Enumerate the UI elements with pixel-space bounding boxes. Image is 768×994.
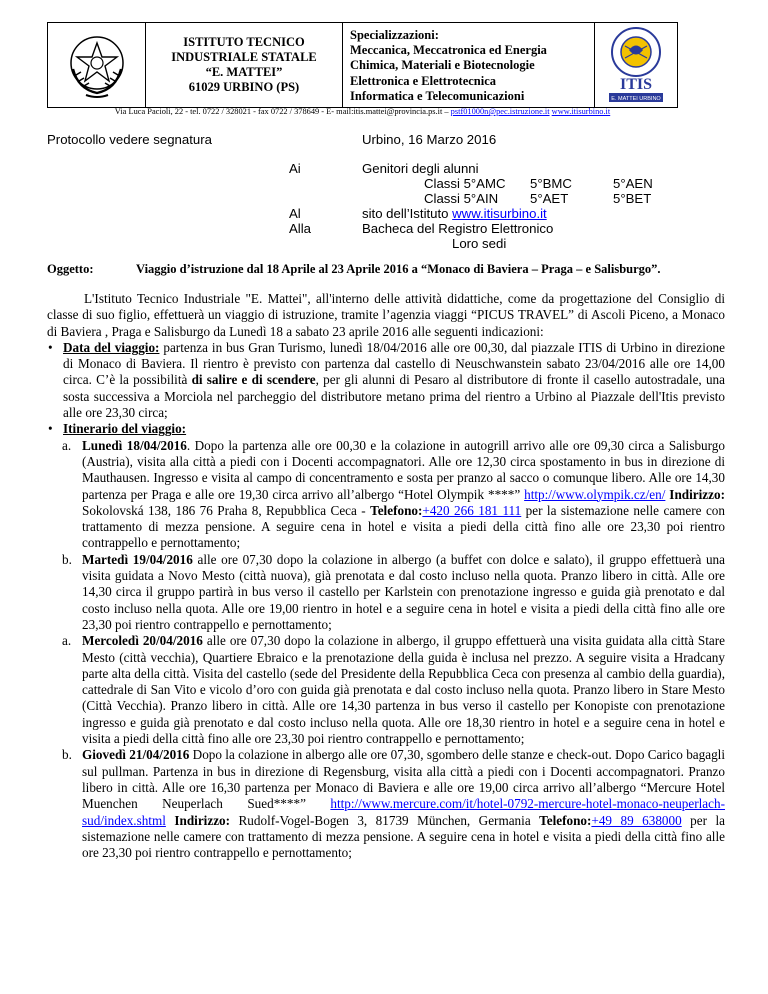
itinerary-day-1: a. Lunedì 18/04/2016. Dopo la partenza alle ore 00,30 e la colazione in autogrill arrivo alle ore 09,30 circa a Salisburgo (Austria), visita alla città a piedi con i Docenti accompagnatori. Alle ore 12,30 circa spostamento in bus in direzione di Mauthausen. Ingresso e visita al campo di concentramento e sosta per pranzo al sacco o comunque libero. Alle ore 14,30 partenza per Praga e alle ore 19,30 circa arrivo all’albergo “Hotel Olympik ****” http://www.olympik.cz/en/ Indirizzo: Sokolovská 138, 186 76 Praha 8, Repubblica Ceca - Telefono:+420 266 181 111 per la sistemazione nelle camere con trattamento di mezza pensione. A seguire cena in hotel e visita a piedi della città fino alle ore 23,30 poi rientro contrappello e pernottamento; [62, 437, 725, 551]
itis-logo-icon [603, 26, 669, 104]
recipient-website: sito dell’Istituto www.itisurbino.it [362, 206, 547, 221]
recipient-website-link[interactable]: www.itisurbino.it [452, 206, 547, 221]
recipient-classes-a: Classi 5°AMC [424, 176, 506, 191]
letter-date: Urbino, 16 Marzo 2016 [362, 132, 497, 147]
specializations: Specializzazioni: Meccanica, Meccatronica ed Energia Chimica, Materiali e Biotecnologie Elettronica e Elettrotecnica Informatica e Telecomunicazioni [343, 23, 595, 107]
protocol-note: Protocollo vedere segnatura [47, 132, 212, 147]
recipient-register: Bacheca del Registro Elettronico [362, 221, 554, 236]
recipient-closing: Loro sedi [452, 236, 507, 251]
recipient-parents: Genitori degli alunni [362, 161, 479, 176]
pec-email-link[interactable]: pstf01000n@pec.istruzione.it [450, 107, 550, 116]
republic-emblem-icon [64, 29, 130, 101]
recipient-class-bet: 5°BET [613, 191, 652, 206]
hotel-mercure-link[interactable]: http://www.mercure.com/it/hotel-0792-mercure-hotel-monaco-neuperlach-sud/index.shtml [82, 796, 725, 828]
school-name: ISTITUTO TECNICO INDUSTRIALE STATALE “E. MATTEI” 61029 URBINO (PS) [146, 23, 343, 107]
bullet-itinerary [47, 421, 725, 437]
letterhead [47, 22, 678, 108]
recipient-prefix-ai: Ai [289, 161, 301, 176]
itinerary-day-2: b. Martedì 19/04/2016 alle ore 07,30 dopo la colazione in albergo (a buffet con dolce e salato), il gruppo effettuerà una visita guidata a Novo Mesto (città nuova), già prenotata e dal costo incluso nella quota. Pranzo libero in città. Alle ore 14,30 circa il gruppo partirà in bus verso il castello per Karlstein con prenotazione ingresso e guida già prenotato e dal costo incluso nella quota. Alle ore 19,00 rientro in hotel e a seguire cena in hotel e visita a piedi della città fino alle ore 23,30 poi rientro contrappello e pernottamento; [62, 551, 725, 632]
bullet-icon: • [48, 421, 53, 437]
school-address: Via Luca Pacioli, 22 - tel. 0722 / 328021 - fax 0722 / 378649 - E- mail:itis.mattei@provincia.ps.it – pstf01000n@pec.istruzione.it www.itisurbino.it [114, 107, 611, 116]
republic-emblem [48, 23, 146, 107]
recipient-prefix-al: Al [289, 206, 301, 221]
hotel-olympik-link[interactable]: http://www.olympik.cz/en/ [524, 486, 666, 502]
subject-text: Viaggio d’istruzione dal 18 Aprile al 23 Aprile 2016 a “Monaco di Baviera – Praga – e Salisburgo”. [136, 262, 661, 276]
itis-logo-subtitle: E. MATTEI URBINO [611, 96, 661, 102]
recipient-prefix-alla: Alla [289, 221, 311, 236]
hotel-olympik-phone-link[interactable]: +420 266 181 111 [422, 502, 522, 518]
recipient-classes-b: Classi 5°AIN [424, 191, 499, 206]
bullet-icon: • [48, 339, 53, 355]
itinerary-day-4: b. Giovedì 21/04/2016 Dopo la colazione in albergo alle ore 07,30, sgombero delle stanze e check-out. Dopo Carico bagagli sul pullman. Partenza in bus in direzione di Regensburg, visita alla città a piedi con i Docenti accompagnatori. Pranzo libero in città. Alle ore 16,30 partenza per Monaco di Baviera e alle ore 19,00 circa arrivo all’albergo “Mercure Hotel Muenchen Neuperlach Sued****” http://www.mercure.com/it/hotel-0792-mercure-hotel-monaco-neuperlach-sud/index.shtml Indirizzo: Rudolf-Vogel-Bogen 3, 81739 München, Germania Telefono:+49 89 638000 per la sistemazione nelle camere con trattamento di mezza pensione. A seguire cena in hotel e visita a piedi della città fino alle ore 23,30 poi rientro contrappello e pernottamento; [62, 747, 726, 861]
itinerary-day-3: a. Mercoledì 20/04/2016 alle ore 07,30 dopo la colazione in albergo, il gruppo effettuerà una visita guidata alla città Stare Mesto (città vecchia), Quartiere Ebraico e la prenotazione della guida è inclusa nel prezzo. A seguire visita a Hradcany parte alta della città. Visita del castello (sede del Presidente della Repubblica Ceca con presenza al cambio della guardia), cattedrale di San Vito e vicolo d’oro con guida già prenotata e dal costo incluso nella quota. Pranzo libero in Stare Mesto (Città Vecchia). Pranzo libero in città. Alle ore 14,30 partenza in bus verso il castello per Konopiste con prenotazione ingresso e guida già prenotato e dal costo incluso nella quota. Alle ore 18,30 rientro in hotel e a seguire cena in hotel e visita a piedi della città fino alle ore 23,30 poi rientro contrappello e pernottamento; [62, 633, 725, 747]
itinerary-label: Itinerario del viaggio: [63, 421, 187, 437]
recipient-class-bmc: 5°BMC [530, 176, 572, 191]
recipient-class-aet: 5°AET [530, 191, 569, 206]
recipient-class-aen: 5°AEN [613, 176, 653, 191]
trip-date-label: Data del viaggio: [63, 339, 160, 355]
itis-logo-text: ITIS [619, 76, 653, 93]
bullet-trip-date: • Data del viaggio: partenza in bus Gran Turismo, lunedì 18/04/2016 alle ore 00,30, dal piazzale ITIS di Urbino in direzione di Monaco di Baviera. Il rientro è previsto con partenza dal castello di Neuschwanstein sabato 23/04/2016 alle ore 14,00 circa. C’è la possibilità di salire e di scendere, per gli alunni di Pesaro al distributore di fronte il casello autostradale, una sosta successiva a Morciola nel parcheggio del distributore metano prima del rientro a Urbino al Piazzale dell'Itis previsto alle ore 23,30 circa; [48, 339, 725, 421]
hotel-mercure-phone-link[interactable]: +49 89 638000 [591, 812, 682, 828]
itis-logo [595, 23, 677, 107]
subject-label: Oggetto: [47, 262, 94, 276]
website-link[interactable]: www.itisurbino.it [551, 107, 611, 116]
letter-body [47, 291, 725, 861]
intro-paragraph: L'Istituto Tecnico Industriale "E. Mattei", all'interno delle attività didattiche, come da progettazione del Consiglio di classe di suo figlio, effettuerà un viaggio di istruzione, tramite l’agenzia viaggi “PICUS TRAVEL” di Ascoli Piceno, a Monaco di Baviera , Praga e Salisburgo da Lunedì 18 a sabato 23 aprile 2016 alle seguenti indicazioni: [47, 291, 725, 339]
